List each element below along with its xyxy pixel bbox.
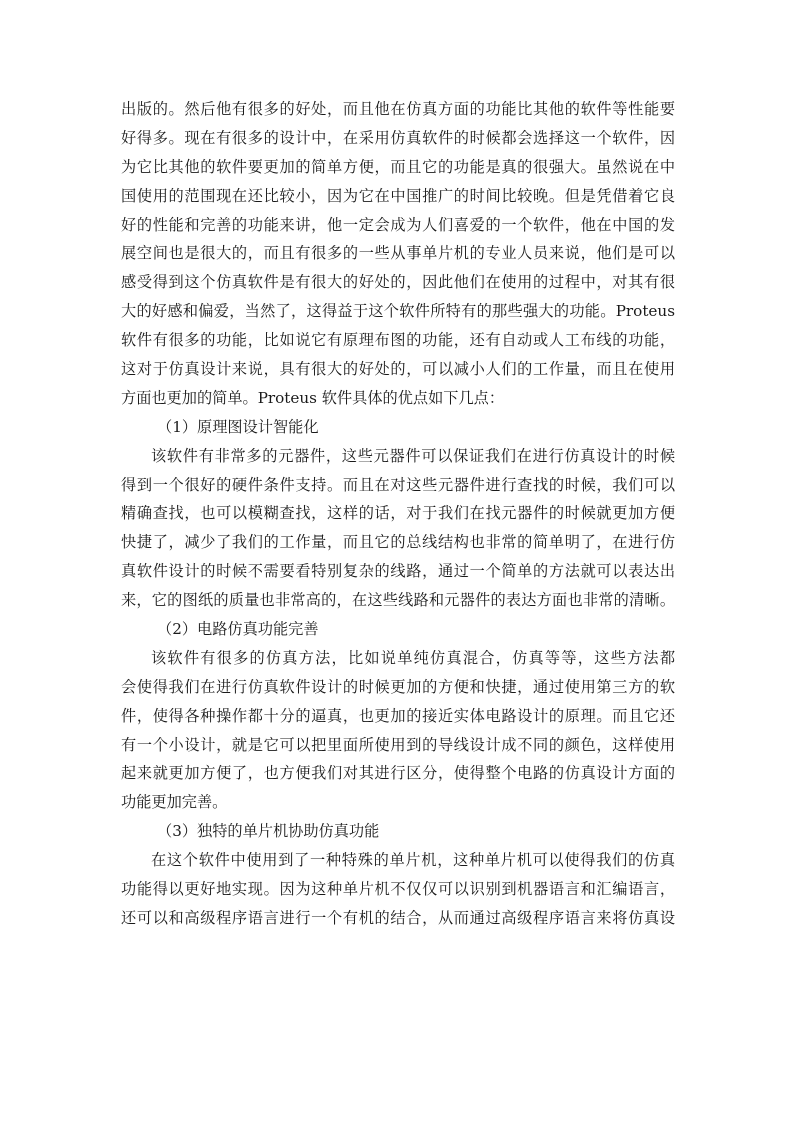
document-body	[121, 95, 675, 933]
section-heading-1: （1）原理图设计智能化	[157, 417, 319, 436]
text-line: 展空间也是很大的，而且有很多的一些从事单片机的专业人员来说，他们是可以	[121, 244, 675, 263]
text-line: 起来就更加方便了，也方便我们对其进行区分，使得整个电路的仿真设计方面的	[121, 764, 675, 783]
paragraph-1	[121, 442, 675, 615]
text-line: 软件有很多的功能，比如说它有原理布图的功能，还有自动或人工布线的功能，	[121, 331, 675, 350]
text-line: 会使得我们在进行仿真软件设计的时候更加的方便和快捷，通过使用第三方的软	[121, 677, 675, 696]
text-line: 方面也更加的简单。Proteus 软件具体的优点如下几点：	[121, 388, 505, 407]
text-line: 真软件设计的时候不需要看特别复杂的线路，通过一个简单的方法就可以表达出	[121, 562, 675, 581]
text-line: 件，使得各种操作都十分的逼真，也更加的接近实体电路设计的原理。而且它还	[121, 706, 675, 725]
text-line: 有一个小设计，就是它可以把里面所使用到的导线设计成不同的颜色，这样使用	[121, 735, 675, 754]
text-line: 功能得以更好地实现。因为这种单片机不仅仅可以识别到机器语言和汇编语言，	[121, 880, 675, 899]
text-line: 该软件有非常多的元器件，这些元器件可以保证我们在进行仿真设计的时候	[151, 446, 675, 465]
text-line: 出版的。然后他有很多的好处，而且他在仿真方面的功能比其他的软件等性能要	[121, 100, 675, 118]
text-line: 来，它的图纸的质量也非常高的，在这些线路和元器件的表达方面也非常的清晰。	[121, 591, 675, 610]
text-line: 大的好感和偏爱，当然了，这得益于这个软件所特有的那些强大的功能。Proteus	[121, 302, 675, 321]
text-line: 功能更加完善。	[121, 793, 228, 812]
text-line: 为它比其他的软件要更加的简单方便，而且它的功能是真的很强大。虽然说在中	[121, 157, 675, 176]
section-heading-3: （3）独特的单片机协助仿真功能	[157, 822, 380, 841]
text-line: 好得多。现在有很多的设计中，在采用仿真软件的时候都会选择这一个软件，因	[121, 128, 675, 147]
text-line: 得到一个很好的硬件条件支持。而且在对这些元器件进行查找的时候，我们可以	[121, 475, 675, 494]
text-line: 该软件有很多的仿真方法，比如说单纯仿真混合，仿真等等，这些方法都	[151, 648, 675, 667]
text-line: 快捷了，减少了我们的工作量，而且它的总线结构也非常的简单明了，在进行仿	[121, 533, 675, 552]
text-line: 感受得到这个仿真软件是有很大的好处的，因此他们在使用的过程中，对其有很	[121, 273, 675, 292]
text-line: 好的性能和完善的功能来讲，他一定会成为人们喜爱的一个软件，他在中国的发	[121, 215, 675, 234]
paragraph-intro	[121, 95, 675, 413]
text-line: 在这个软件中使用到了一种特殊的单片机，这种单片机可以使得我们的仿真	[151, 851, 675, 870]
section-heading-2: （2）电路仿真功能完善	[157, 620, 319, 639]
text-line: 这对于仿真设计来说，具有很大的好处的，可以减小人们的工作量，而且在使用	[121, 360, 675, 379]
text-line: 还可以和高级程序语言进行一个有机的结合，从而通过高级程序语言来将仿真设	[121, 908, 675, 927]
text-line: 精确查找，也可以模糊查找，这样的话，对于我们在找元器件的时候就更加方便	[121, 504, 675, 523]
paragraph-3	[121, 846, 675, 933]
paragraph-2	[121, 644, 675, 817]
text-line: 国使用的范围现在还比较小，因为它在中国推广的时间比较晚。但是凭借着它良	[121, 186, 675, 205]
